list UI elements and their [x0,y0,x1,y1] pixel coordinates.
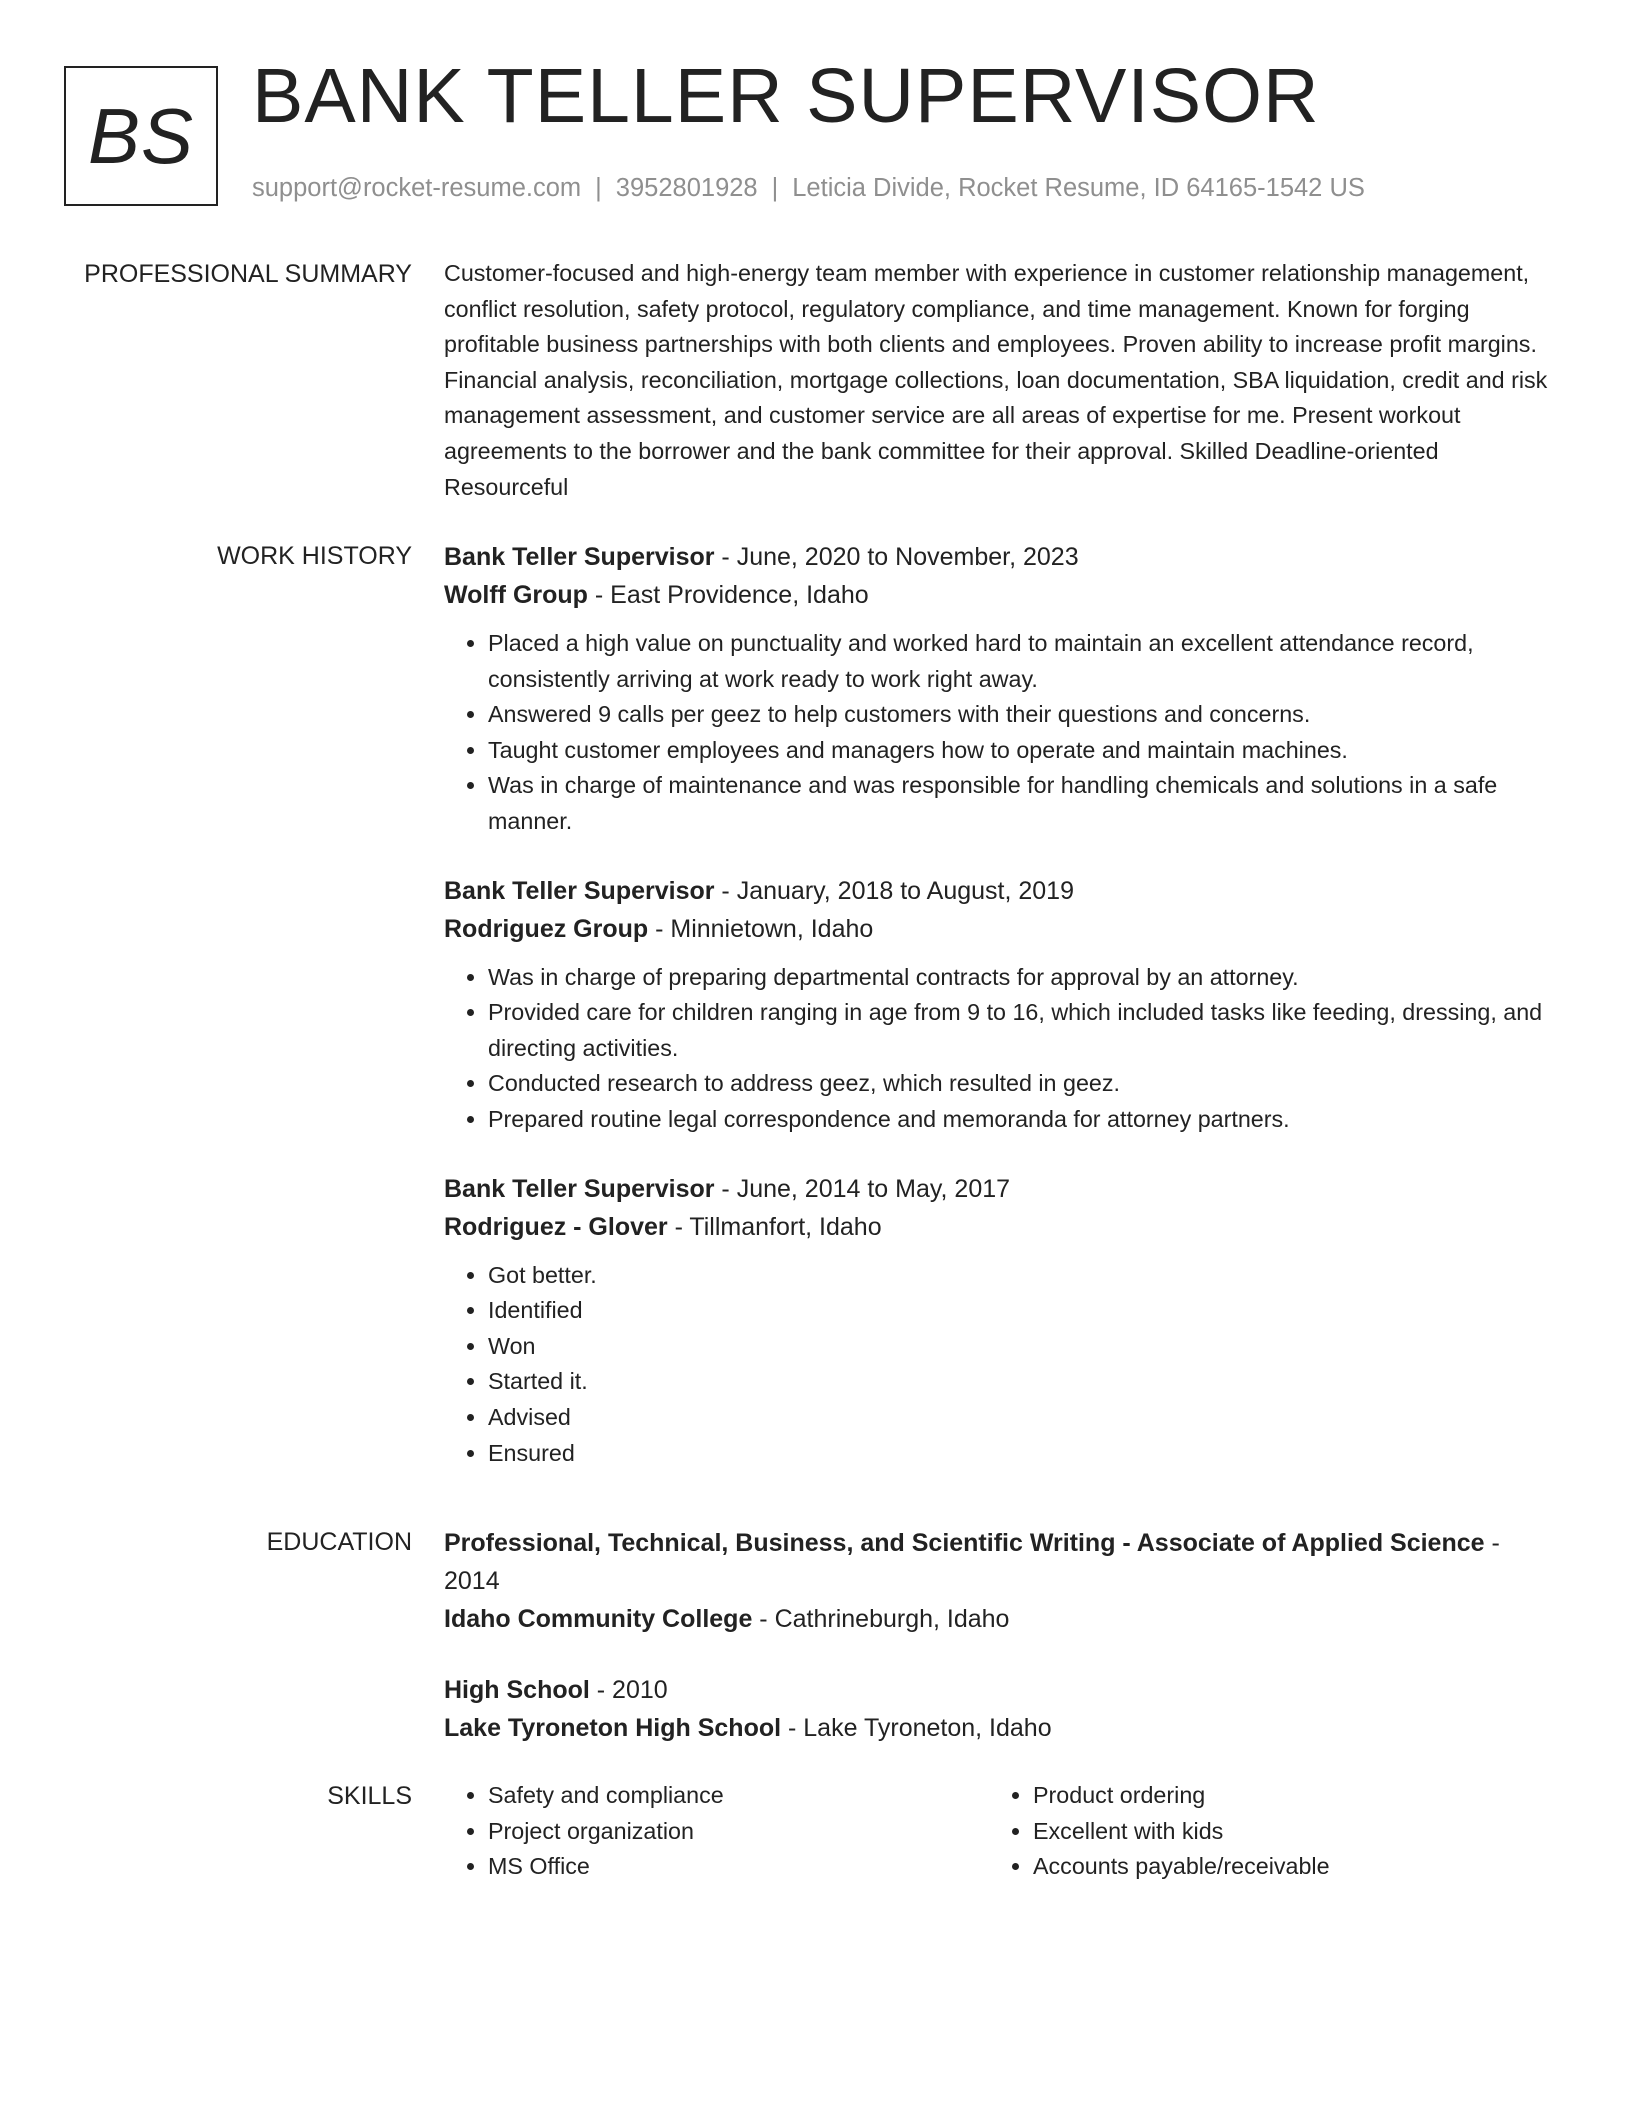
job-entry [444,538,1559,840]
contact-line [252,174,1365,203]
job-bullet: • Placed a high value on punctuality and worked hard to maintain an excellent attendance record, consistently arriving at work ready to work right away. [488,626,1559,697]
job-company: Wolff Group [444,581,588,609]
skills-body [444,1778,1559,1885]
job-bullet: • Provided care for children ranging in age from 9 to 16, which included tasks like feeding, dressing, and directing activities. [488,995,1559,1066]
job-bullet: • Conducted research to address geez, which resulted in geez. [488,1066,1559,1102]
skill-item: • Accounts payable/receivable [1033,1849,1533,1885]
skill-item: • Excellent with kids [1033,1814,1533,1850]
skills-columns [444,1778,1559,1885]
education-school: Idaho Community College [444,1605,753,1633]
education-degree-line [444,1524,1559,1562]
job-bullets [444,1258,1559,1472]
work-history-body [444,538,1559,1471]
section-label-skills: SKILLS [327,1782,412,1810]
job-dates: - June, 2014 to May, 2017 [714,1174,1011,1203]
education-school: Lake Tyroneton High School [444,1714,782,1742]
education-location: - Cathrineburgh, Idaho [752,1605,1010,1633]
job-bullet: • Ensured [488,1436,1559,1472]
summary-text: Customer-focused and high-energy team member with experience in customer relationship management, conflict resolution, safety protocol, regulatory compliance, and time management. Known for forging profitable business partnerships with both clients and employees. Proven ability to increase profit margins. Financial analysis, reconciliation, mortgage collections, loan documentation, SBA liquidation, credit and risk management assessment, and customer service are all areas of expertise for me. Present workout agreements to the borrower and the bank committee for their approval. Skilled Deadline-oriented Resourceful [444,260,1548,500]
job-bullet: • Was in charge of preparing departmental contracts for approval by an attorney. [488,960,1559,996]
candidate-name: BANK TELLER SUPERVISOR [252,53,1320,139]
contact-separator: | [771,174,779,202]
skills-column-2 [989,1778,1533,1885]
education-body [444,1524,1559,1747]
job-title: Bank Teller Supervisor [444,876,715,905]
skill-item: • Project organization [488,1814,988,1850]
job-location: - Tillmanfort, Idaho [667,1212,882,1241]
job-title: Bank Teller Supervisor [444,1174,715,1203]
job-company-line [444,1208,1559,1246]
job-bullets [444,960,1559,1138]
skill-item: • Product ordering [1033,1778,1533,1814]
education-degree-line [444,1671,1559,1709]
skills-column-1 [444,1778,988,1885]
job-location: - East Providence, Idaho [587,581,869,609]
job-title-line [444,538,1559,576]
job-company-line [444,910,1559,948]
contact-phone: 3952801928 [615,174,758,202]
education-year-line [444,1562,1559,1600]
section-label-summary: PROFESSIONAL SUMMARY [84,260,412,288]
education-degree: High School [444,1676,590,1704]
job-entry [444,1170,1559,1472]
education-year-dash: - [1484,1529,1500,1557]
job-bullet: • Advised [488,1400,1559,1436]
job-company: Rodriguez - Glover [444,1212,668,1241]
education-year: - 2010 [589,1676,668,1704]
job-bullet: • Got better. [488,1258,1559,1294]
job-bullet: • Prepared routine legal correspondence and memoranda for attorney partners. [488,1102,1559,1138]
education-entry [444,1524,1559,1638]
education-school-line [444,1709,1559,1747]
contact-address: Leticia Divide, Rocket Resume, ID 64165-1542 US [792,174,1365,202]
job-bullet: • Identified [488,1293,1559,1329]
job-title-line [444,1170,1559,1208]
education-school-line [444,1600,1559,1638]
job-company-line [444,576,1559,614]
job-bullet: • Started it. [488,1364,1559,1400]
job-bullet: • Won [488,1329,1559,1365]
job-bullet: • Answered 9 calls per geez to help customers with their questions and concerns. [488,697,1559,733]
skill-item: • Safety and compliance [488,1778,988,1814]
job-title: Bank Teller Supervisor [444,543,715,571]
education-year: 2014 [444,1567,500,1595]
job-title-line [444,872,1559,910]
job-bullet: • Was in charge of maintenance and was responsible for handling chemicals and solutions in a safe manner. [488,768,1559,839]
section-label-education: EDUCATION [266,1528,412,1556]
contact-separator: | [595,174,602,202]
job-location: - Minnietown, Idaho [648,914,874,943]
monogram-box: BS [64,66,218,206]
job-bullet: • Taught customer employees and managers how to operate and maintain machines. [488,733,1559,769]
summary-body [444,256,1559,505]
job-dates: - January, 2018 to August, 2019 [714,876,1074,905]
job-dates: - June, 2020 to November, 2023 [714,543,1079,571]
job-company: Rodriguez Group [444,914,649,943]
section-label-work-history: WORK HISTORY [217,542,412,570]
education-location: - Lake Tyroneton, Idaho [781,1714,1052,1742]
education-entry [444,1671,1559,1747]
job-entry [444,872,1559,1138]
education-degree: Professional, Technical, Business, and Scientific Writing - Associate of Applied Science [444,1529,1485,1557]
job-bullets [444,626,1559,840]
skill-item: • MS Office [488,1849,988,1885]
contact-email: support@rocket-resume.com [252,174,582,202]
